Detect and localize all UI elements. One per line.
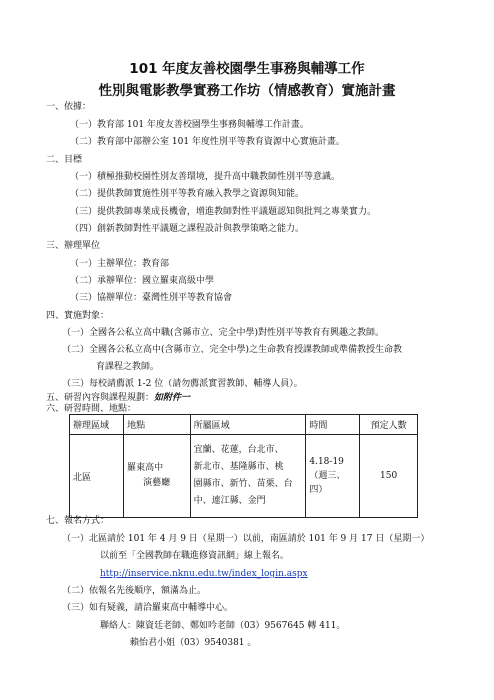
header-time: 時間 <box>306 415 360 435</box>
cell-time <box>306 435 360 518</box>
date-range: 4.18-19 <box>309 457 344 467</box>
venue-line-1: 羅東高中 <box>127 463 164 473</box>
section-2-item-3: （三）提供教師專業成長機會，增進教師對性平議題認知與批判之專業實力。 <box>70 207 377 217</box>
section-1-heading: 一、依據： <box>46 102 92 112</box>
section-4-item-3: （三）每校請薦派 1-2 位（請勿薦派實習教師、輔導人員）。 <box>62 379 303 389</box>
section-1-item-1: （一）教育部 101 年度友善校園學生事務與輔導工作計畫。 <box>70 120 309 130</box>
section-2-item-2: （二）提供教師實施性別平等教育融入教學之資源與知能。 <box>70 189 305 199</box>
section-2-item-1: （一）積極推動校園性別友善環境，提升高中職教師性別平等意識。 <box>70 172 341 182</box>
section-4-item-2-cont: 育課程之教師。 <box>96 362 160 372</box>
header-count: 預定人數 <box>360 415 418 435</box>
cell-areas <box>190 435 306 518</box>
section-7-item-3: （三）如有疑義，請洽羅東高中輔導中心。 <box>62 603 234 613</box>
section-5-heading-text: 五、研習內容與課程規劃： <box>46 393 155 403</box>
section-4-item-1: （一）全國各公私立高中職(含縣市立、完全中學)對性別平等教育有興趣之教師。 <box>62 328 385 338</box>
contact-line-1: 聯絡人：陳資廷老師、鄭如吟老師（03）9567645 轉 411。 <box>100 621 346 631</box>
section-1-item-2: （二）教育部中部辦公室 101 年度性別平等教育資源中心實施計畫。 <box>70 137 345 147</box>
section-3-heading: 三、辦理單位 <box>46 241 101 251</box>
cell-venue <box>124 435 191 518</box>
contact-line-2: 賴怡君小姐（03）9540381 。 <box>130 638 257 648</box>
cell-region: 北區 <box>70 435 124 518</box>
area-line: 新北市、基隆縣市、桃 <box>193 462 284 472</box>
document-title-line1: 101 年度友善校園學生事務與輔導工作 <box>129 61 365 77</box>
section-3-item-2: （二）承辦單位：國立羅東高級中學 <box>70 276 215 286</box>
section-3-item-1: （一）主辦單位：教育部 <box>70 259 170 269</box>
section-2-item-4: （四）創新教師對性平議題之課程設計與教學策略之能力。 <box>70 224 305 234</box>
header-area: 所屬區域 <box>190 415 306 435</box>
area-line: 園縣市、新竹、苗栗、台 <box>193 479 293 489</box>
table-header-row <box>70 415 418 435</box>
document-title-line2: 性別與電影教學實務工作坊（情感教育）實施計畫 <box>98 83 396 99</box>
header-venue: 地點 <box>124 415 191 435</box>
date-weekdays: （週三、四） <box>309 471 346 495</box>
header-region: 辦理區域 <box>70 415 124 435</box>
cell-count: 150 <box>360 435 418 518</box>
section-3-item-3: （三）協辦單位：臺灣性別平等教育協會 <box>70 293 233 303</box>
section-7-item-1-cont: 以前至「全國教師在職進修資訊網」線上報名。 <box>100 551 290 561</box>
section-7-heading: 七、報名方式： <box>46 516 110 526</box>
schedule-table <box>69 414 418 518</box>
section-4-item-2: （二）全國各公私立高中(含縣市立、完全中學)之生命教育授課教師或準備教授生命教 <box>62 345 403 355</box>
section-7-item-2: （二）依報名先後順序，額滿為止。 <box>62 586 207 596</box>
section-2-heading: 二、目標 <box>46 155 83 165</box>
section-6-heading: 六、研習時間、地點： <box>46 404 137 414</box>
section-4-heading: 四、實施對象： <box>46 311 110 321</box>
area-line: 宜蘭、花蓮，台北市、 <box>193 445 284 455</box>
area-line: 中、連江縣、金門 <box>193 496 266 506</box>
table-row <box>70 435 418 518</box>
attachment-reference: 如附件一 <box>154 393 191 403</box>
venue-line-2: 演藝廳 <box>143 478 171 488</box>
registration-link[interactable]: http://inservice.nknu.edu.tw/index_login.aspx <box>100 569 308 579</box>
section-7-item-1: （一）北區請於 101 年 4 月 9 日（星期一）以前，南區請於 101 年 9 月 17 日（星期一） <box>62 534 430 544</box>
